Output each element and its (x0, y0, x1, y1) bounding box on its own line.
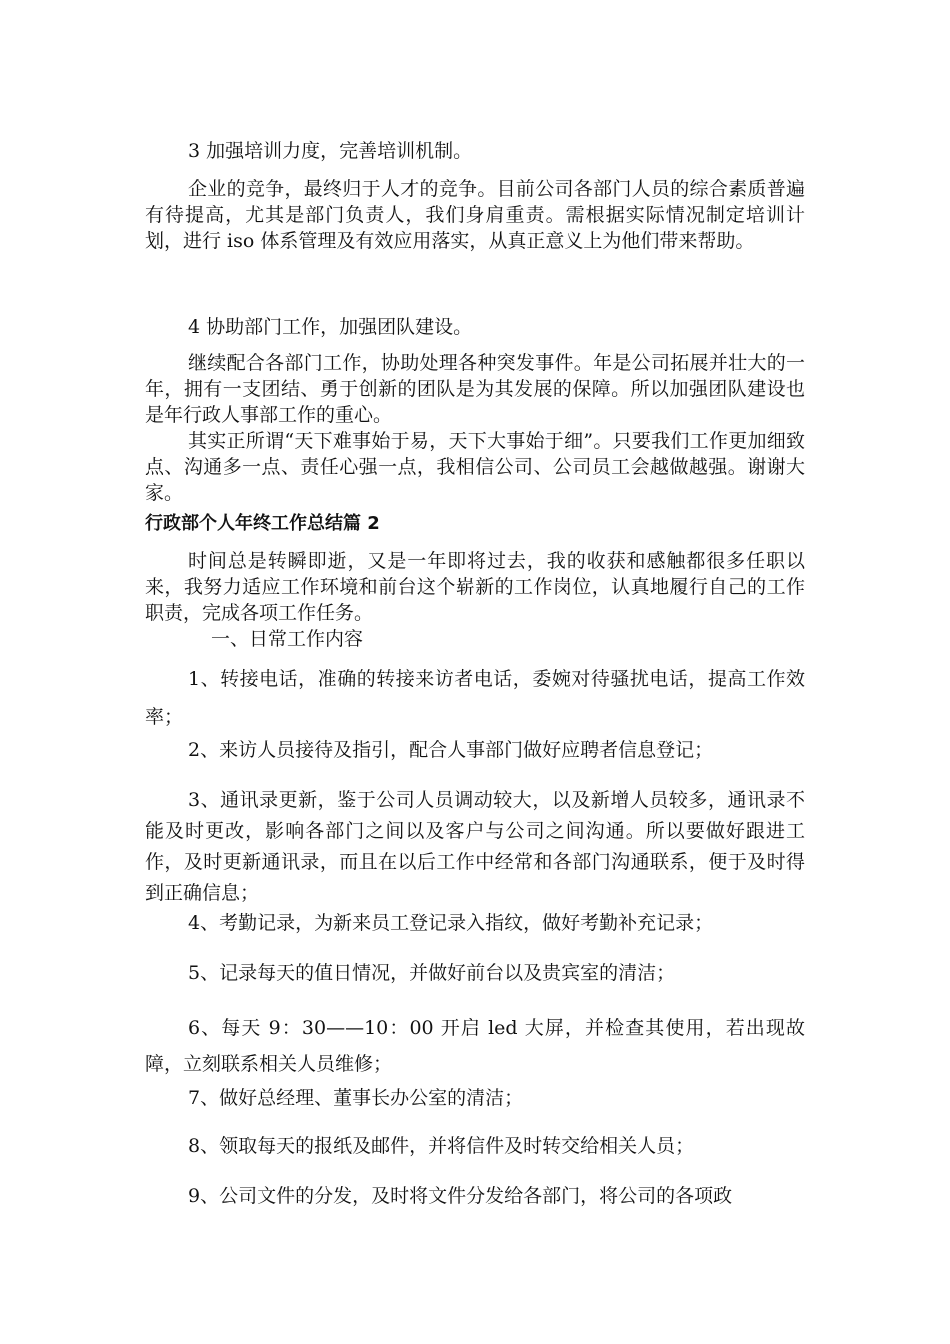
paragraph-teamwork-body: 继续配合各部门工作，协助处理各种突发事件。年是公司拓展并壮大的一年，拥有一支团结、勇于创新的团队是为其发展的保障。所以加强团队建设也是年行政人事部工作的重心。 (145, 352, 805, 426)
list-item-3: 3、通讯录更新，鉴于公司人员调动较大，以及新增人员较多，通讯录不能及时更改，影响各部门之间以及客户与公司之间沟通。所以要做好跟进工作，及时更新通讯录，而且在以后工作中经常和各部门沟通联系，便于及时得到正确信息； (145, 789, 805, 904)
paragraph-closing: 其实正所谓“天下难事始于易，天下大事始于细”。只要我们工作更加细致点、沟通多一点、责任心强一点，我相信公司、公司员工会越做越强。谢谢大家。 (145, 430, 805, 504)
paragraph-teamwork-heading: 4 协助部门工作，加强团队建设。 (188, 316, 473, 338)
list-item-9: 9、公司文件的分发，及时将文件分发给各部门，将公司的各项政 (188, 1185, 733, 1207)
list-item-4: 4、考勤记录，为新来员工登记录入指纹，做好考勤补充记录； (188, 912, 714, 934)
paragraph-training-body: 企业的竞争，最终归于人才的竞争。目前公司各部门人员的综合素质普遍有待提高，尤其是部门负责人，我们身肩重责。需根据实际情况制定培训计划，进行 iso 体系管理及有效应用落实，从真正意义上为他们带来帮助。 (145, 178, 805, 252)
subheading-daily-work: 一、日常工作内容 (211, 628, 364, 650)
section-heading: 行政部个人年终工作总结篇 2 (145, 513, 380, 534)
paragraph-training-heading: 3 加强培训力度，完善培训机制。 (188, 140, 473, 162)
list-item-8: 8、领取每天的报纸及邮件，并将信件及时转交给相关人员； (188, 1135, 695, 1157)
list-item-5: 5、记录每天的值日情况，并做好前台以及贵宾室的清洁； (188, 962, 676, 984)
list-item-6: 6、每天 9：30——10：00 开启 led 大屏，并检查其使用，若出现故障，立刻联系相关人员维修； (145, 1017, 805, 1075)
paragraph-intro: 时间总是转瞬即逝，又是一年即将过去，我的收获和感触都很多任职以来，我努力适应工作环境和前台这个崭新的工作岗位，认真地履行自己的工作职责，完成各项工作任务。 (145, 550, 805, 624)
list-item-1: 1、转接电话，准确的转接来访者电话，委婉对待骚扰电话，提高工作效率； (145, 668, 805, 728)
list-item-2: 2、来访人员接待及指引，配合人事部门做好应聘者信息登记； (188, 739, 714, 761)
list-item-7: 7、做好总经理、董事长办公室的清洁； (188, 1087, 524, 1109)
